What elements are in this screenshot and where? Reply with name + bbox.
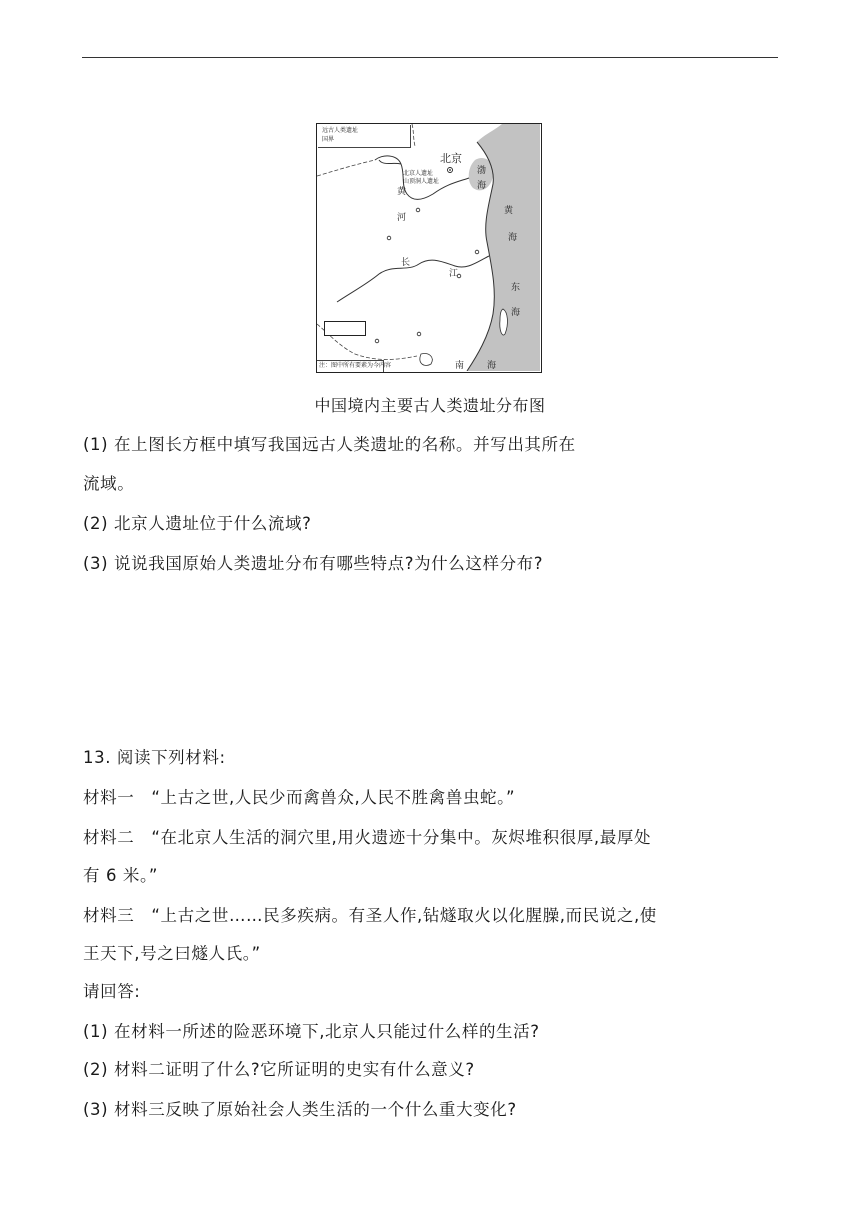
site-dot: [475, 250, 479, 254]
q12-part1-line2: 流域。: [83, 474, 135, 493]
map-label-yangtze-1: 长: [401, 258, 411, 268]
map-label-east-sea-1: 东: [511, 283, 521, 293]
q13-material-3-line1: 材料三 “上古之世……民多疾病。有圣人作,钻燧取火以化腥臊,而民说之,使: [83, 906, 657, 925]
q13-answer-3: (3) 材料三反映了原始社会人类生活的一个什么重大变化?: [83, 1100, 517, 1119]
q13-title: 13. 阅读下列材料:: [83, 748, 226, 767]
map-label-yellow-river-1: 黄: [397, 187, 407, 197]
q13-material-1: 材料一 “上古之世,人民少而禽兽众,人民不胜禽兽虫蛇。”: [83, 788, 516, 807]
map-label-yellow-river-2: 河: [397, 213, 407, 223]
map-label-south-sea-1: 南: [455, 361, 465, 371]
map-label-upper-cave-site: 山顶洞人遗址: [403, 178, 440, 185]
map-label-bohai-2: 海: [477, 181, 487, 191]
site-dot: [417, 332, 421, 336]
yangtze-river: [337, 256, 489, 302]
q12-part3: (3) 说说我国原始人类遗址分布有哪些特点?为什么这样分布?: [83, 554, 544, 573]
map-note: 注：图中所有要素为今内容: [319, 362, 392, 369]
header-rule: [82, 57, 778, 58]
map-figure: [316, 123, 542, 373]
legend-border-label: 国界: [322, 136, 335, 143]
q13-answer-2: (2) 材料二证明了什么?它所证明的史实有什么意义?: [83, 1060, 475, 1079]
map-label-bohai-1: 渤: [477, 166, 487, 176]
site-dot: [387, 236, 391, 240]
legend-site-label: 远古人类遗址: [322, 127, 359, 134]
map-label-beijing: 北京: [440, 152, 462, 165]
map-label-yellow-sea-2: 海: [508, 233, 518, 243]
hainan-island: [420, 354, 432, 366]
taiwan-island: [500, 309, 508, 335]
q13-material-3-line2: 王天下,号之曰燧人氏。”: [83, 944, 261, 963]
q12-part2: (2) 北京人遗址位于什么流域?: [83, 514, 312, 533]
site-dot: [375, 339, 379, 343]
figure-caption: 中国境内主要古人类遗址分布图: [314, 396, 546, 415]
map-label-peking-man-site: 北京人遗址: [403, 170, 434, 177]
q12-part1-line1: (1) 在上图长方框中填写我国远古人类遗址的名称。并写出其所在: [83, 435, 576, 454]
map-label-east-sea-2: 海: [511, 308, 521, 318]
map-legend: [318, 125, 411, 148]
map-label-yangtze-2: 江: [449, 269, 459, 279]
site-dot: [449, 169, 451, 171]
map-answer-box[interactable]: [324, 321, 366, 336]
q13-material-2-line1: 材料二 “在北京人生活的洞穴里,用火遗迹十分集中。灰烬堆积很厚,最厚处: [83, 828, 652, 847]
map-label-south-sea-2: 海: [487, 361, 497, 371]
q13-answer-1: (1) 在材料一所述的险恶环境下,北京人只能过什么样的生活?: [83, 1022, 540, 1041]
map-note-strip: [317, 360, 392, 372]
q13-material-2-line2: 有 6 米。”: [83, 866, 158, 885]
site-dot: [416, 208, 420, 212]
q13-prompt: 请回答:: [83, 982, 141, 1001]
map-label-yellow-sea-1: 黄: [504, 206, 514, 216]
